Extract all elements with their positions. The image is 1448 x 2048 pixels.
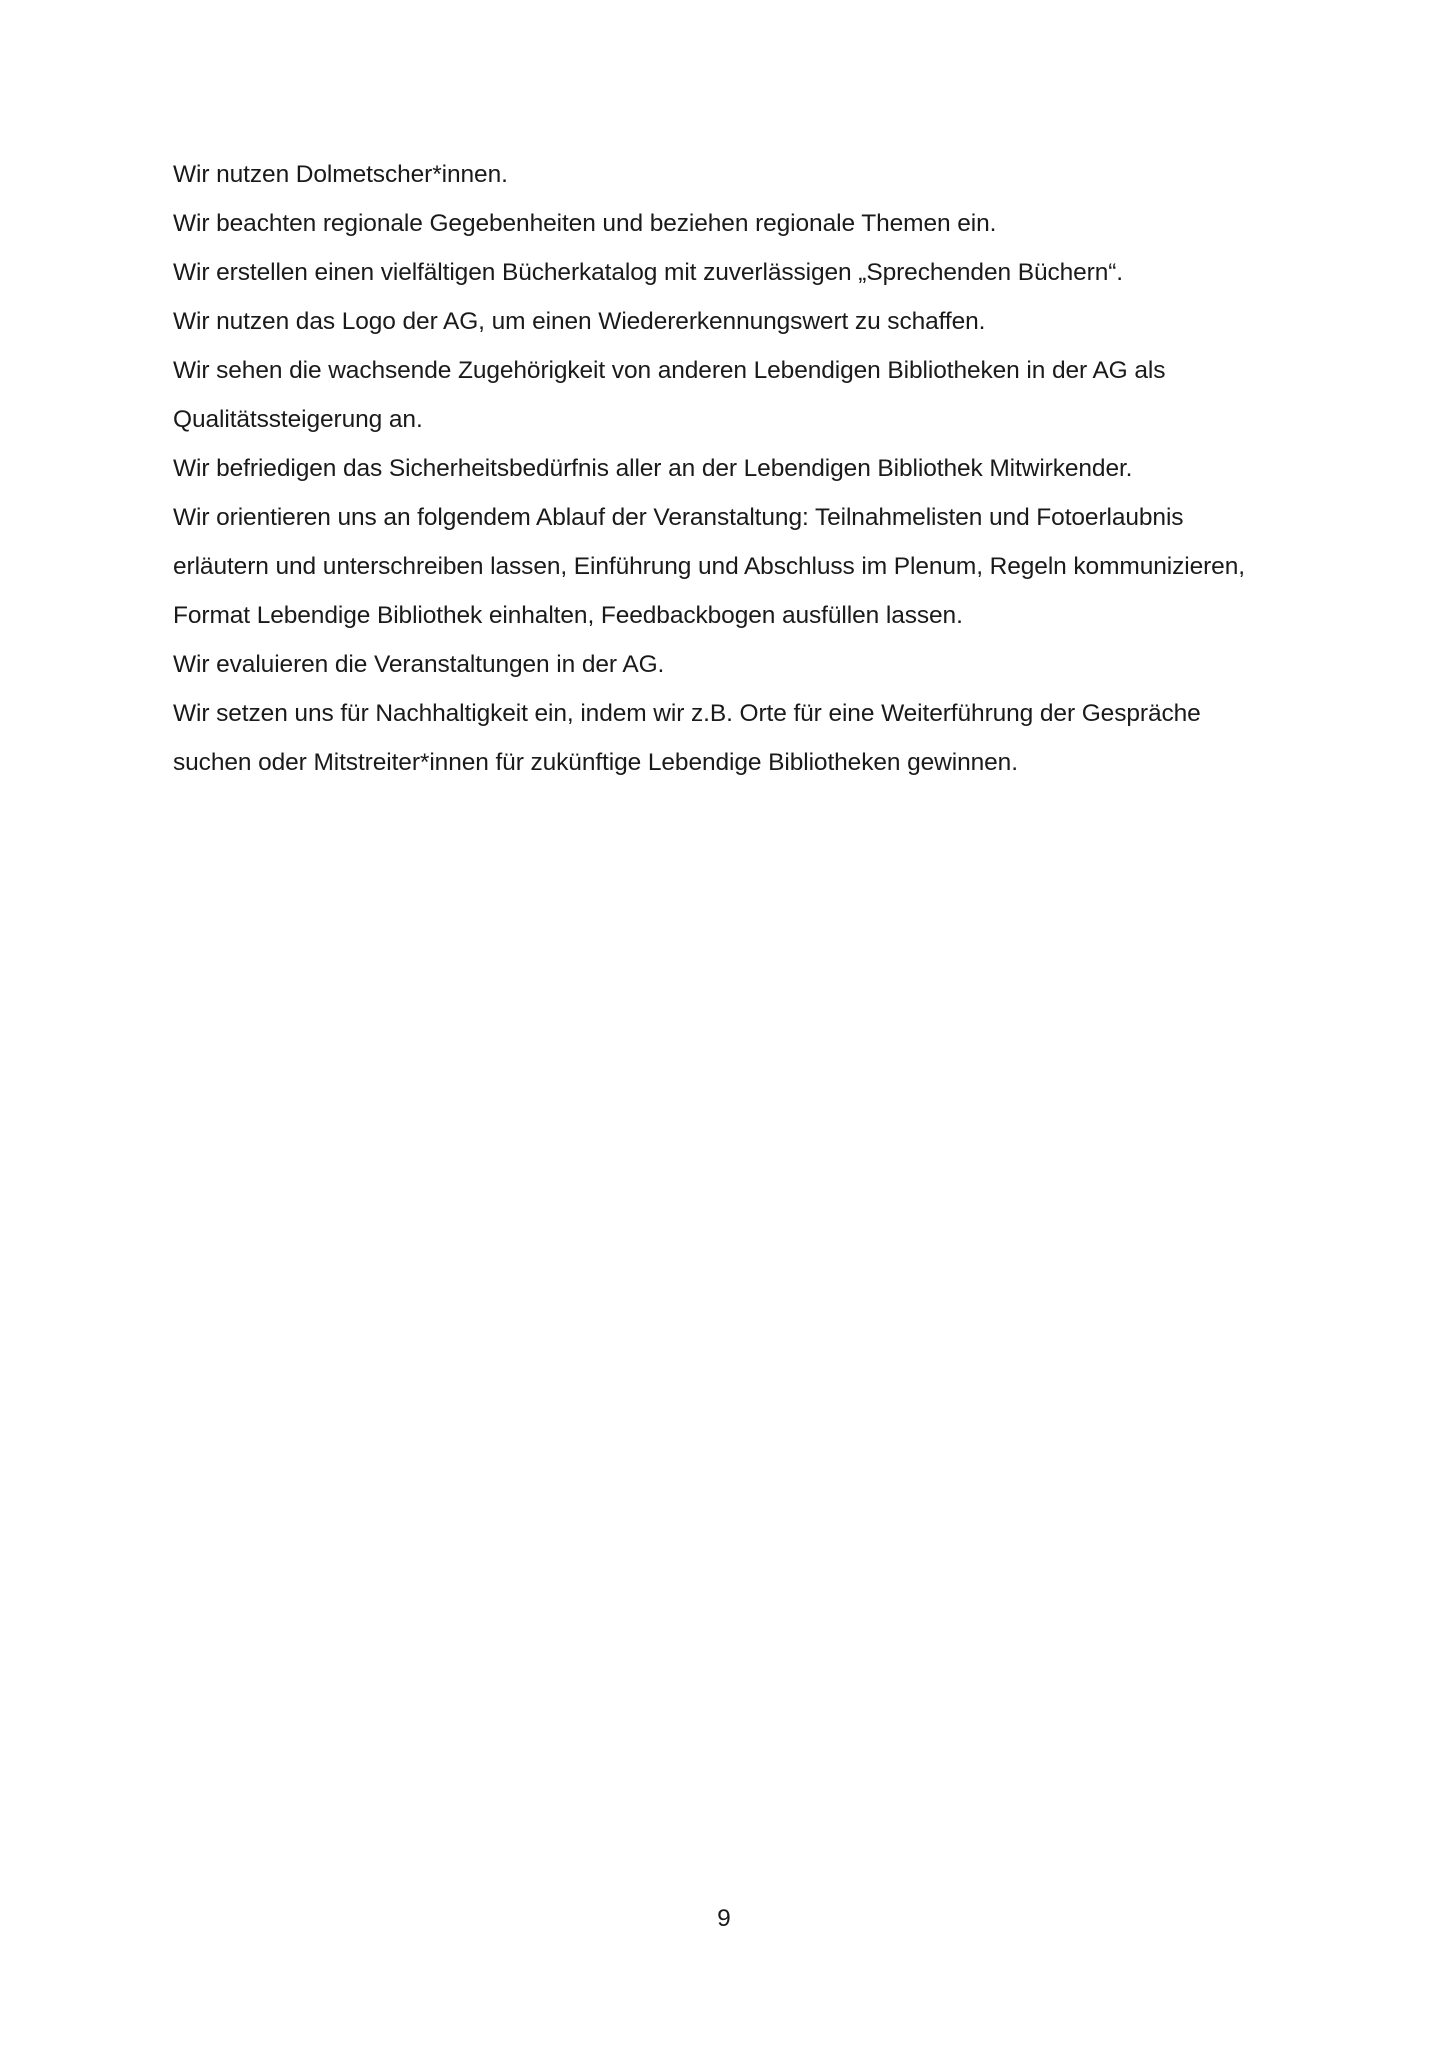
- text-line: Qualitätssteigerung an.: [173, 406, 423, 433]
- text-line: Wir setzen uns für Nachhaltigkeit ein, indem wir z.B. Orte für eine Weiterführung der Gespräche: [173, 700, 1201, 727]
- text-line: erläutern und unterschreiben lassen, Einführung und Abschluss im Plenum, Regeln kommunizieren,: [173, 553, 1245, 580]
- body-text: [173, 150, 1293, 787]
- text-line: Wir erstellen einen vielfältigen Bücherkatalog mit zuverlässigen „Sprechenden Büchern“.: [173, 259, 1124, 286]
- text-line: suchen oder Mitstreiter*innen für zukünftige Lebendige Bibliotheken gewinnen.: [173, 749, 1018, 776]
- text-line: Format Lebendige Bibliothek einhalten, Feedbackbogen ausfüllen lassen.: [173, 602, 963, 629]
- page-number: 9: [717, 1905, 731, 1932]
- text-line: Wir beachten regionale Gegebenheiten und beziehen regionale Themen ein.: [173, 210, 997, 237]
- text-line: Wir orientieren uns an folgendem Ablauf der Veranstaltung: Teilnahmelisten und Fotoerlaubnis: [173, 504, 1184, 531]
- text-line: Wir sehen die wachsende Zugehörigkeit von anderen Lebendigen Bibliotheken in der AG als: [173, 357, 1166, 384]
- text-line: Wir nutzen Dolmetscher*innen.: [173, 161, 508, 188]
- text-line: Wir nutzen das Logo der AG, um einen Wiedererkennungswert zu schaffen.: [173, 308, 986, 335]
- text-line: Wir evaluieren die Veranstaltungen in der AG.: [173, 651, 665, 678]
- text-line: Wir befriedigen das Sicherheitsbedürfnis aller an der Lebendigen Bibliothek Mitwirkender.: [173, 455, 1133, 482]
